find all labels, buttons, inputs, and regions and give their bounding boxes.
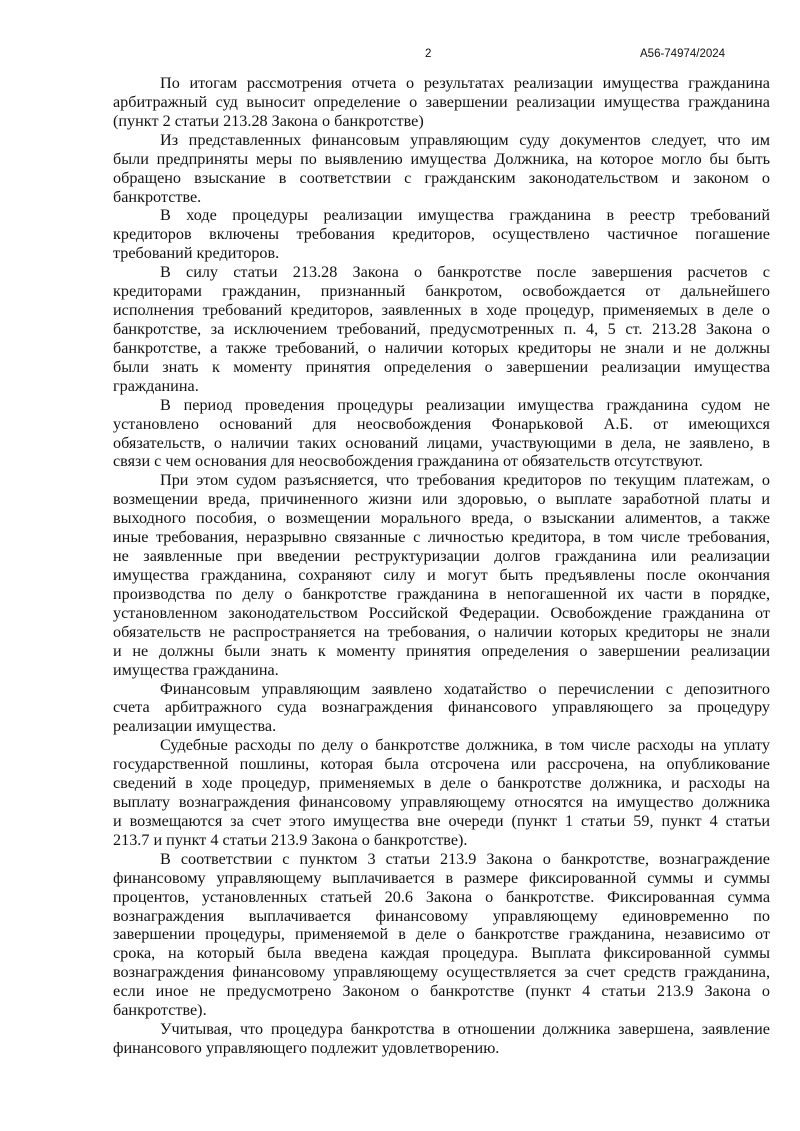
document-body: [113, 74, 770, 1058]
text-line: были знать к моменту принятия определения о завершении реализации имущества: [113, 357, 770, 376]
text-line: и возмещаются за счет этого имущества вне очереди (пункт 1 статьи 59, пункт 4 статьи: [113, 811, 770, 830]
text-line: связи с чем основания для неосвобождения гражданина от обязательств отсутствуют.: [113, 452, 703, 471]
paragraph: [113, 680, 770, 737]
text-line: реализации имущества.: [113, 717, 277, 736]
text-line: При этом судом разъясняется, что требования кредиторов по текущим платежам, о: [160, 471, 770, 490]
text-line: не заявленные при введении реструктуризации долгов гражданина или реализации: [113, 547, 770, 566]
text-line: (пункт 2 статьи 213.28 Закона о банкротстве): [113, 111, 424, 130]
text-line: и не должны были знать к моменту принятия определения о завершении реализации: [113, 641, 770, 660]
text-line: В силу статьи 213.28 Закона о банкротстве после завершения расчетов с: [160, 263, 770, 282]
text-line: производства по делу о банкротстве гражданина в непогашенной их части в порядке,: [113, 584, 770, 603]
paragraph: [113, 396, 770, 472]
text-line: завершении процедуры, применяемой в деле о банкротстве гражданина, независимо от: [113, 925, 770, 944]
text-line: Финансовым управляющим заявлено ходатайство о перечислении с депозитного: [160, 679, 770, 698]
text-line: финансовому управляющему выплачивается в размере фиксированной суммы и суммы: [113, 868, 770, 887]
text-line: установлено оснований для неосвобождения Фонарьковой А.Б. от имеющихся: [113, 414, 770, 433]
text-line: Из представленных финансовым управляющим суду документов следует, что им: [160, 130, 770, 149]
text-line: Судебные расходы по делу о банкротстве должника, в том числе расходы на уплату: [160, 736, 770, 755]
case-number: А56-74974/2024: [640, 48, 726, 60]
text-line: установленном законодательством Российской Федерации. Освобождение гражданина от: [113, 603, 770, 622]
text-line: государственной пошлины, которая была отсрочена или рассрочена, на опубликование: [113, 755, 770, 774]
page-number: 2: [425, 48, 432, 60]
paragraph: [113, 471, 770, 679]
text-line: процентов, установленных статьей 20.6 Закона о банкротстве. Фиксированная сумма: [113, 887, 770, 906]
text-line: обязательств, о наличии таких оснований лицами, участвующими в дела, не заявлено, в: [113, 433, 770, 452]
text-line: исполнения требований кредиторов, заявленных в ходе процедур, применяемых в деле о: [113, 301, 770, 320]
text-line: обращено взыскание в соответствии с гражданским законодательством и законом о: [113, 168, 770, 187]
text-line: вознаграждения финансовому управляющему осуществляется за счет средств гражданина,: [113, 963, 770, 982]
text-line: В соответствии с пунктом 3 статьи 213.9 Закона о банкротстве, вознаграждение: [160, 849, 770, 868]
text-line: сведений в ходе процедур, применяемых в деле о банкротстве должника, и расходы на: [113, 774, 770, 793]
text-line: В период проведения процедуры реализации имущества гражданина судом не: [160, 395, 770, 414]
text-line: иные требования, неразрывно связанные с личностью кредитора, в том числе требования,: [113, 528, 770, 547]
paragraph: [113, 74, 770, 131]
text-line: гражданина.: [113, 376, 199, 395]
text-line: арбитражный суд выносит определение о завершении реализации имущества гражданина: [113, 92, 770, 111]
paragraph: [113, 736, 770, 850]
text-line: если иное не предусмотрено Законом о банкротстве (пункт 4 статьи 213.9 Закона о: [113, 982, 770, 1001]
text-line: были предприняты меры по выявлению имущества Должника, на которое могло бы быть: [113, 149, 770, 168]
text-line: В ходе процедуры реализации имущества гражданина в реестр требований: [160, 206, 770, 225]
text-line: банкротстве).: [113, 1001, 207, 1020]
text-line: По итогам рассмотрения отчета о результатах реализации имущества гражданина: [160, 74, 770, 92]
text-line: срока, на который была введена каждая процедура. Выплата фиксированной суммы: [113, 944, 770, 963]
text-line: банкротстве, за исключением требований, предусмотренных п. 4, 5 ст. 213.28 Закона о: [113, 319, 770, 338]
text-line: выплату вознаграждения финансовому управляющему относятся на имущество должника: [113, 793, 770, 812]
text-line: имущества гражданина, сохраняют силу и могут быть предъявлены после окончания: [113, 565, 770, 584]
text-line: возмещении вреда, причиненного жизни или здоровью, о выплате заработной платы и: [113, 490, 770, 509]
text-line: кредиторами гражданин, признанный банкротом, освобождается от дальнейшего: [113, 282, 770, 301]
text-line: имущества гражданина.: [113, 660, 279, 679]
text-line: Учитывая, что процедура банкротства в отношении должника завершена, заявление: [160, 1020, 770, 1039]
paragraph: [113, 131, 770, 207]
text-line: обязательств не распространяется на требования, о наличии которых кредиторы не знали: [113, 622, 770, 641]
text-line: выходного пособия, о возмещении морального вреда, о взыскании алиментов, а также: [113, 509, 770, 528]
text-line: вознаграждения выплачивается финансовому управляющему единовременно по: [113, 906, 770, 925]
paragraph: [113, 206, 770, 263]
text-line: счета арбитражного суда вознаграждения финансового управляющего за процедуру: [113, 698, 770, 717]
paragraph: [113, 1020, 770, 1058]
paragraph: [113, 850, 770, 1020]
text-line: финансового управляющего подлежит удовлетворению.: [113, 1039, 500, 1058]
text-line: 213.7 и пункт 4 статьи 213.9 Закона о банкротстве).: [113, 830, 468, 849]
text-line: кредиторов включены требования кредиторов, осуществлено частичное погашение: [113, 225, 770, 244]
paragraph: [113, 263, 770, 395]
text-line: банкротстве, а также требований, о наличии которых кредиторы не знали и не должны: [113, 338, 770, 357]
text-line: банкротстве.: [113, 187, 202, 206]
text-line: требований кредиторов.: [113, 244, 280, 263]
